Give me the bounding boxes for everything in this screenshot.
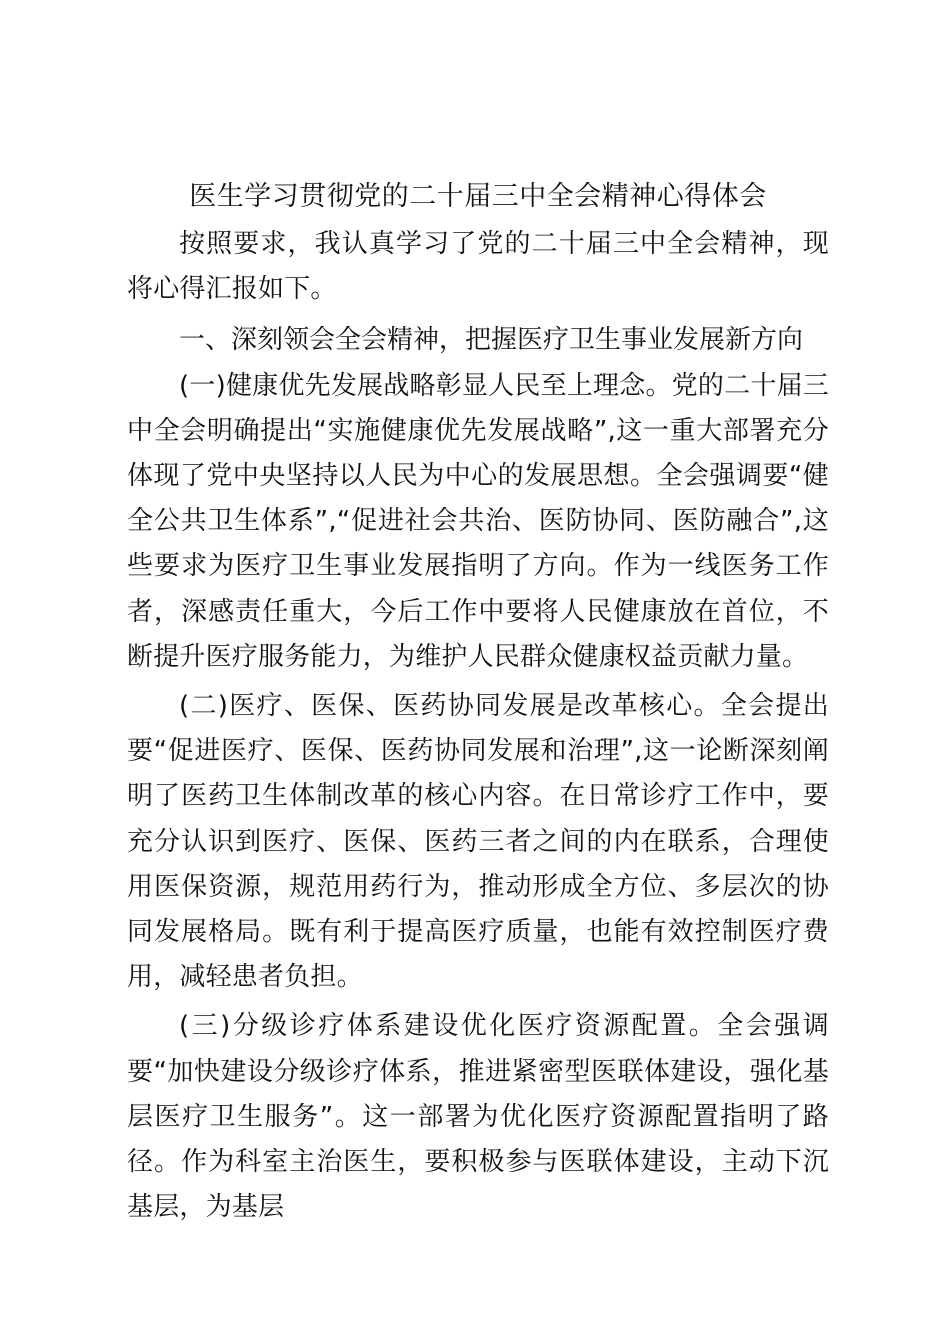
section-heading: 一、深刻领会全会精神，把握医疗卫生事业发展新方向 (179, 325, 804, 356)
document-title: 医生学习贯彻党的二十届三中全会精神心得体会 (189, 181, 767, 212)
body-paragraph-1: (一)健康优先发展战略彰显人民至上理念。党的二十届三中全会明确提出“实施健康优先发展战略”,这一重大部署充分体现了党中央坚持以人民为中心的发展思想。全会强调要“健全公共卫生体系”,“促进社会共治、医防协同、医防融合”,这些要求为医疗卫生事业发展指明了方向。作为一线医务工作者，深感责任重大，今后工作中要将人民健康放在首位，不断提升医疗服务能力，为维护人民群众健康权益贡献力量。 (127, 370, 829, 672)
body-paragraph-2: (二)医疗、医保、医药协同发展是改革核心。全会提出要“促进医疗、医保、医药协同发展和治理”,这一论断深刻阐明了医药卫生体制改革的核心内容。在日常诊疗工作中，要充分认识到医疗、医保、医药三者之间的内在联系，合理使用医保资源，规范用药行为，推动形成全方位、多层次的协同发展格局。既有利于提高医疗质量，也能有效控制医疗费用，减轻患者负担。 (127, 691, 829, 993)
body-paragraph-3: (三)分级诊疗体系建设优化医疗资源配置。全会强调要“加快建设分级诊疗体系，推进紧密型医联体建设，强化基层医疗卫生服务”。这一部署为优化医疗资源配置指明了路径。作为科室主治医生，要积极参与医联体建设，主动下沉基层，为基层 (127, 1011, 829, 1223)
document-body (127, 172, 829, 1230)
intro-paragraph: 按照要求，我认真学习了党的二十届三中全会精神，现将心得汇报如下。 (127, 229, 829, 305)
